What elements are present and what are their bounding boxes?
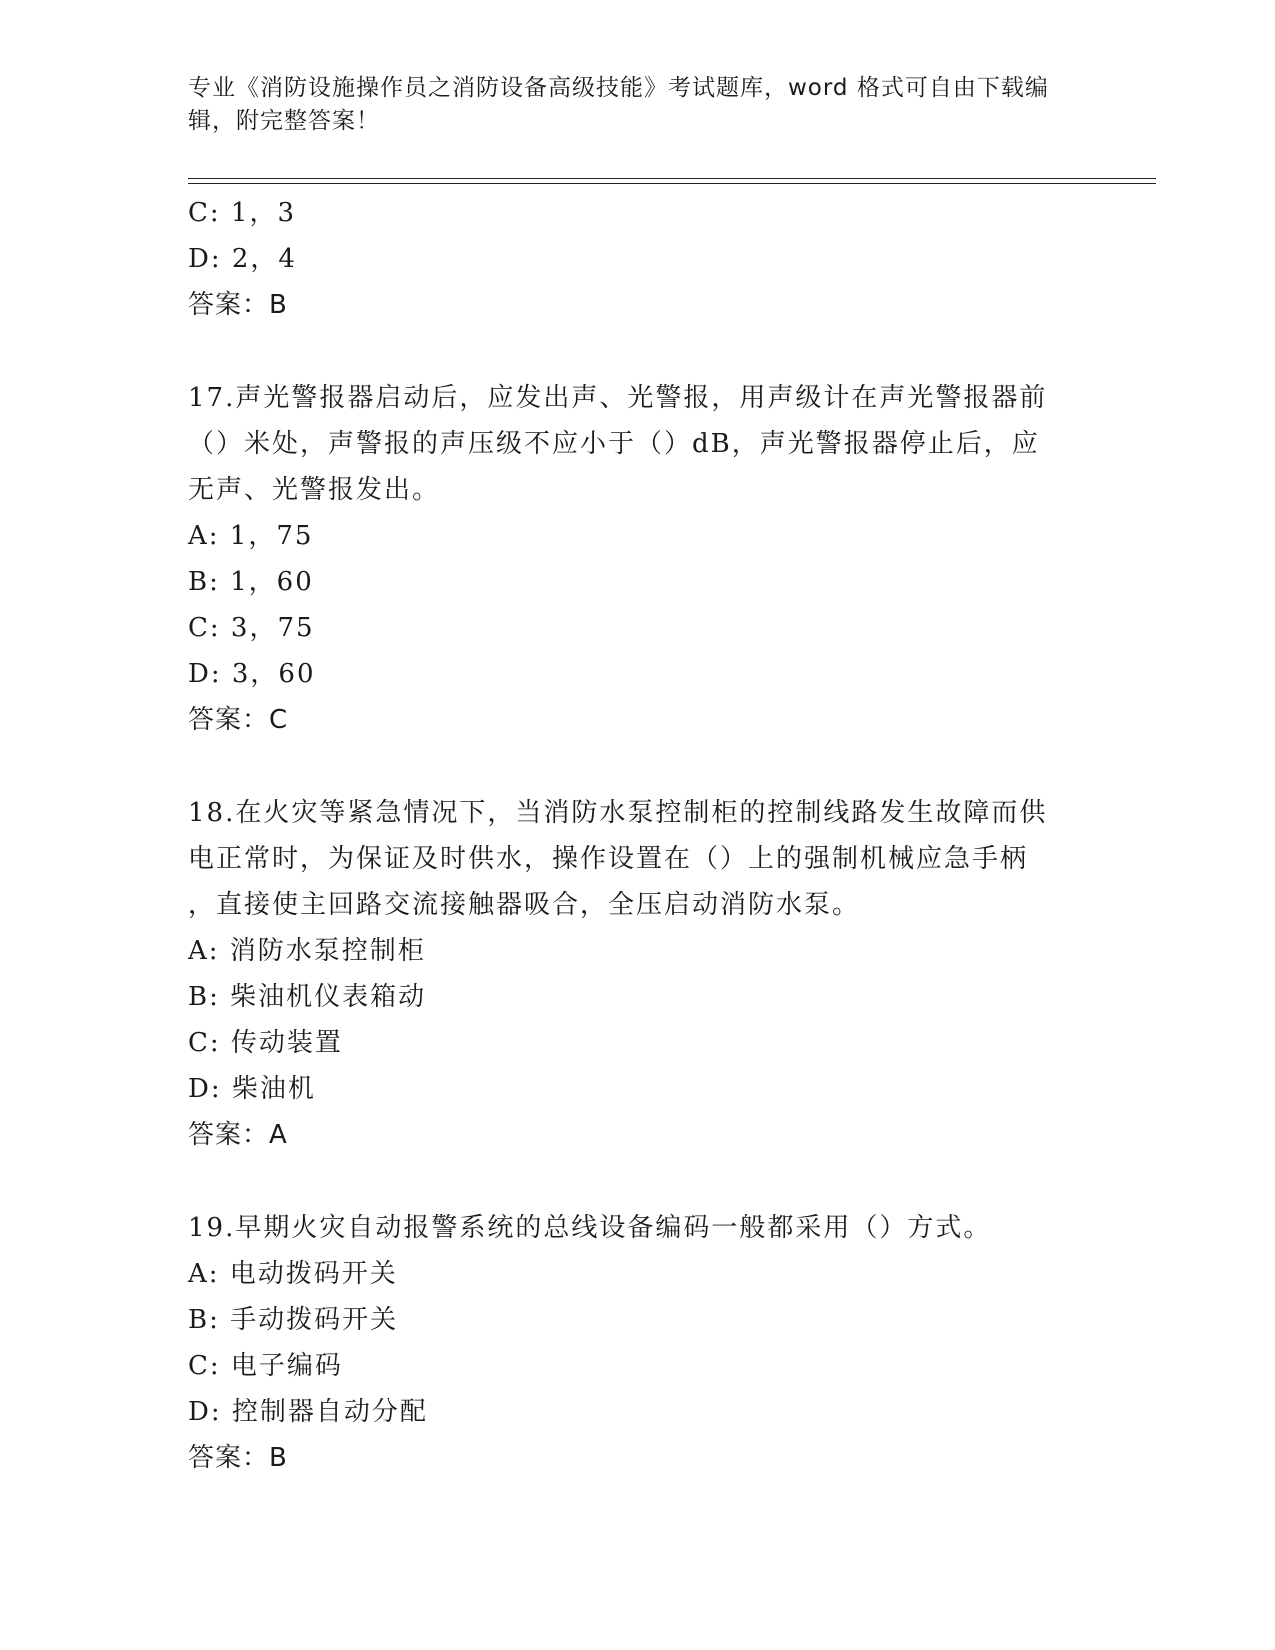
option-a: A: 1，75 bbox=[188, 521, 314, 551]
header-line-2: 辑，附完整答案！ bbox=[188, 108, 380, 134]
header-divider-bottom bbox=[188, 183, 1156, 184]
question-16-tail bbox=[188, 190, 1088, 328]
header-divider-top bbox=[188, 178, 1156, 179]
option-d: D: 控制器自动分配 bbox=[188, 1397, 428, 1427]
option-d: D: 2，4 bbox=[188, 244, 297, 274]
question-17 bbox=[188, 375, 1088, 743]
option-a: A: 电动拨码开关 bbox=[188, 1259, 398, 1289]
document-header bbox=[188, 72, 1068, 138]
question-text-line-3: ，直接使主回路交流接触器吸合，全压启动消防水泵。 bbox=[188, 890, 861, 920]
question-text-line-3: 无声、光警报发出。 bbox=[188, 475, 441, 505]
option-c: C: 3，75 bbox=[188, 613, 315, 643]
option-b: B: 1，60 bbox=[188, 567, 314, 597]
option-b: B: 手动拨码开关 bbox=[188, 1305, 399, 1335]
question-list bbox=[188, 190, 1088, 1481]
answer: 答案：C bbox=[188, 705, 289, 735]
answer: 答案：B bbox=[188, 1443, 288, 1473]
spacer bbox=[188, 328, 1088, 375]
question-text-line-2: 电正常时，为保证及时供水，操作设置在（）上的强制机械应急手柄 bbox=[188, 844, 1029, 874]
question-text-line-1: 19.早期火灾自动报警系统的总线设备编码一般都采用（）方式。 bbox=[188, 1213, 992, 1243]
answer: 答案：B bbox=[188, 290, 288, 320]
question-text-line-1: 17.声光警报器启动后，应发出声、光警报，用声级计在声光警报器前 bbox=[188, 383, 1048, 413]
option-c: C: 1，3 bbox=[188, 198, 297, 228]
option-c: C: 电子编码 bbox=[188, 1351, 343, 1381]
answer: 答案：A bbox=[188, 1120, 288, 1150]
option-d: D: 柴油机 bbox=[188, 1074, 316, 1104]
header-line-1: 专业《消防设施操作员之消防设备高级技能》考试题库，word 格式可自由下载编 bbox=[188, 75, 1049, 101]
question-19 bbox=[188, 1205, 1088, 1481]
question-18 bbox=[188, 790, 1088, 1158]
option-d: D: 3，60 bbox=[188, 659, 316, 689]
option-a: A: 消防水泵控制柜 bbox=[188, 936, 426, 966]
spacer bbox=[188, 743, 1088, 790]
question-text-line-2: （）米处，声警报的声压级不应小于（）dB，声光警报器停止后，应 bbox=[188, 429, 1040, 459]
question-text-line-1: 18.在火灾等紧急情况下，当消防水泵控制柜的控制线路发生故障而供 bbox=[188, 798, 1048, 828]
option-b: B: 柴油机仪表箱动 bbox=[188, 982, 427, 1012]
spacer bbox=[188, 1158, 1088, 1205]
option-c: C: 传动装置 bbox=[188, 1028, 343, 1058]
